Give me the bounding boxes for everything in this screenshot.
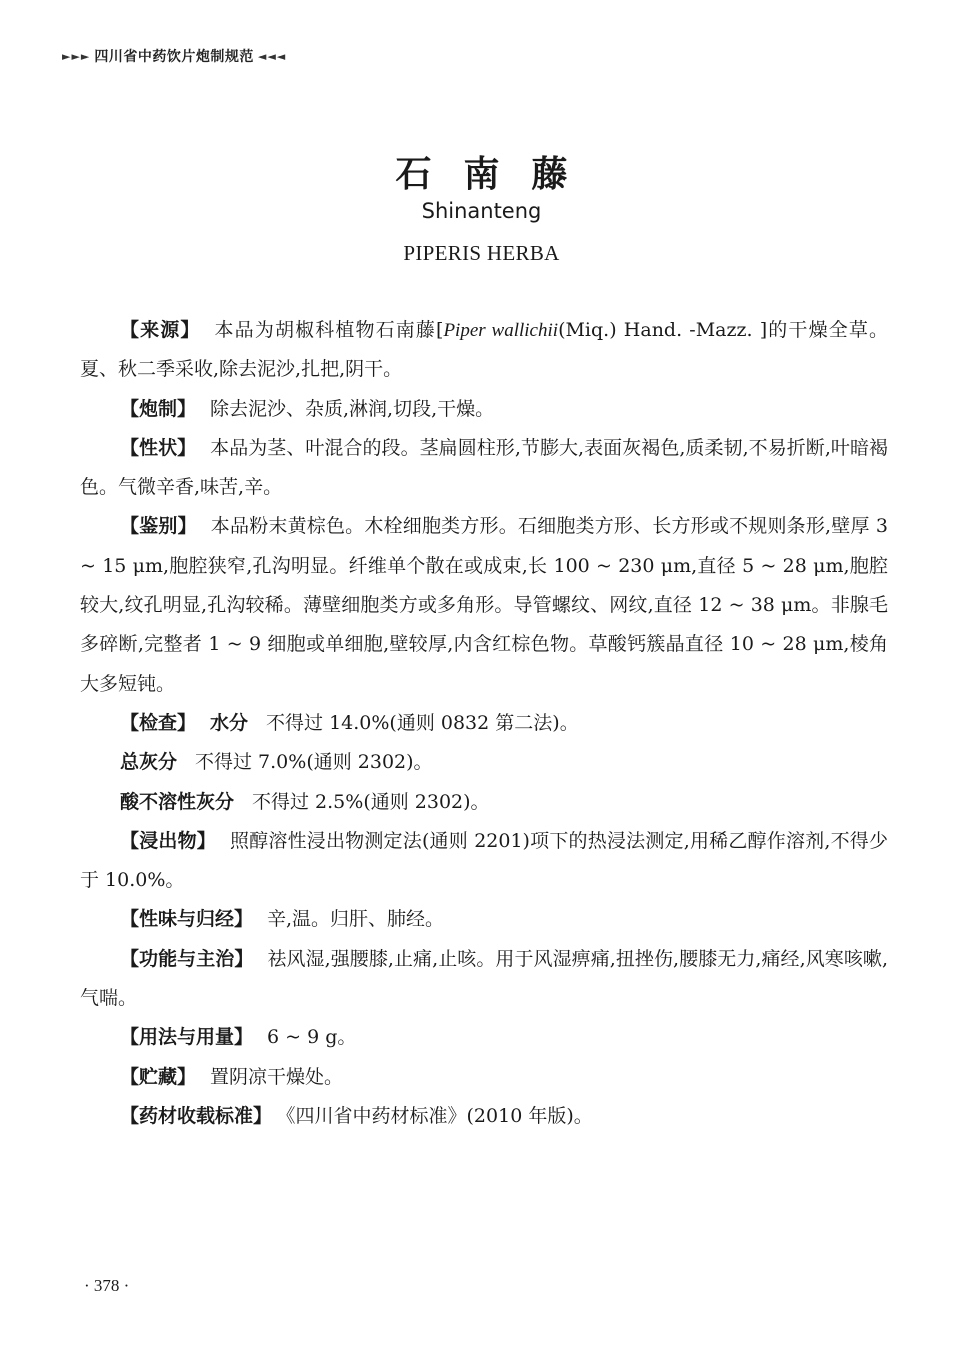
section-label: 【浸出物】 xyxy=(120,829,216,852)
section-source xyxy=(80,311,888,390)
section-label: 【鉴别】 xyxy=(120,515,197,538)
header-title: 四川省中药饮片炮制规范 xyxy=(94,49,254,65)
section-total-ash xyxy=(80,743,888,782)
section-label: 【贮藏】 xyxy=(120,1065,197,1088)
ash-label: 总灰分 xyxy=(120,751,178,774)
section-text: 置阴凉干燥处。 xyxy=(210,1065,344,1088)
section-text: 本品为胡椒科植物石南藤[ xyxy=(214,319,444,341)
section-text: 本品粉末黄棕色。木栓细胞类方形。石细胞类方形、长方形或不规则条形,壁厚 3 ~ 15 μm,胞腔狭窄,孔沟明显。纤维单个散在或成束,长 100 ~ 230 μm,直径 5 ~ 28 μm,胞腔较大,纹孔明显,孔沟较稀。薄壁细胞类方或多角形。导管螺纹、网纹,直径 12 ~ 38 μm。非腺毛多碎断,完整者 1 ~ 9 细胞或单细胞,壁较厚,内含红棕色物。草酸钙簇晶直径 10 ~ 28 μm,棱角大多短钝。 xyxy=(80,515,888,695)
monograph-title: 石南藤 xyxy=(395,153,600,195)
section-text: 辛,温。归肝、肺经。 xyxy=(267,908,445,931)
section-storage xyxy=(80,1058,888,1097)
header-arrows-right: ◄◄◄ xyxy=(257,49,287,63)
running-header xyxy=(62,46,286,66)
section-usage xyxy=(80,1018,888,1057)
section-text: 《四川省中药材标准》(2010 年版)。 xyxy=(286,1104,593,1127)
section-processing xyxy=(80,390,888,429)
moisture-label: 水分 xyxy=(210,711,249,734)
header-arrows-left: ►►► xyxy=(62,49,91,63)
species-name: Piper wallichii xyxy=(443,320,559,341)
section-function xyxy=(80,940,888,1019)
section-text: 照醇溶性浸出物测定法(通则 2201)项下的热浸法测定,用稀乙醇作溶剂,不得少于 10.0%。 xyxy=(80,829,888,892)
monograph-pinyin: Shinanteng xyxy=(421,199,542,223)
monograph-body xyxy=(80,311,888,1136)
section-character xyxy=(80,429,888,508)
section-acid-insoluble-ash xyxy=(80,783,888,822)
section-label: 【检查】 xyxy=(120,711,197,734)
acid-ash-text: 不得过 2.5%(通则 2302)。 xyxy=(252,790,490,813)
page-number: · 378 · xyxy=(84,1276,130,1295)
acid-ash-label: 酸不溶性灰分 xyxy=(120,790,235,813)
section-label: 【来源】 xyxy=(120,319,201,341)
section-label: 【性状】 xyxy=(120,436,197,459)
section-text: 6 ~ 9 g。 xyxy=(267,1026,357,1049)
section-label: 【用法与用量】 xyxy=(120,1026,254,1049)
section-text: 祛风湿,强腰膝,止痛,止咳。用于风湿痹痛,扭挫伤,腰膝无力,痛经,风寒咳嗽,气喘。 xyxy=(80,947,888,1010)
section-label: 【炮制】 xyxy=(120,397,197,420)
section-label: 【性味与归经】 xyxy=(120,908,254,931)
ash-text: 不得过 7.0%(通则 2302)。 xyxy=(195,751,433,774)
section-identification xyxy=(80,507,888,703)
monograph-latin-name: PIPERIS HERBA xyxy=(403,241,560,265)
section-text: (Miq.) Hand. -Mazz. ]的干燥全草。夏、秋二季采收,除去泥沙,扎把,阴干。 xyxy=(80,319,888,381)
section-text: 本品为茎、叶混合的段。茎扁圆柱形,节膨大,表面灰褐色,质柔韧,不易折断,叶暗褐色。气微辛香,味苦,辛。 xyxy=(80,436,888,499)
section-label: 【功能与主治】 xyxy=(120,947,254,970)
section-inspection xyxy=(80,704,888,743)
section-nature xyxy=(80,900,888,939)
section-label: 【药材收载标准】 xyxy=(120,1104,273,1127)
section-standard xyxy=(80,1097,888,1136)
section-extract xyxy=(80,822,888,901)
moisture-text: 不得过 14.0%(通则 0832 第二法)。 xyxy=(266,711,579,734)
section-text: 除去泥沙、杂质,淋润,切段,干燥。 xyxy=(210,397,495,420)
